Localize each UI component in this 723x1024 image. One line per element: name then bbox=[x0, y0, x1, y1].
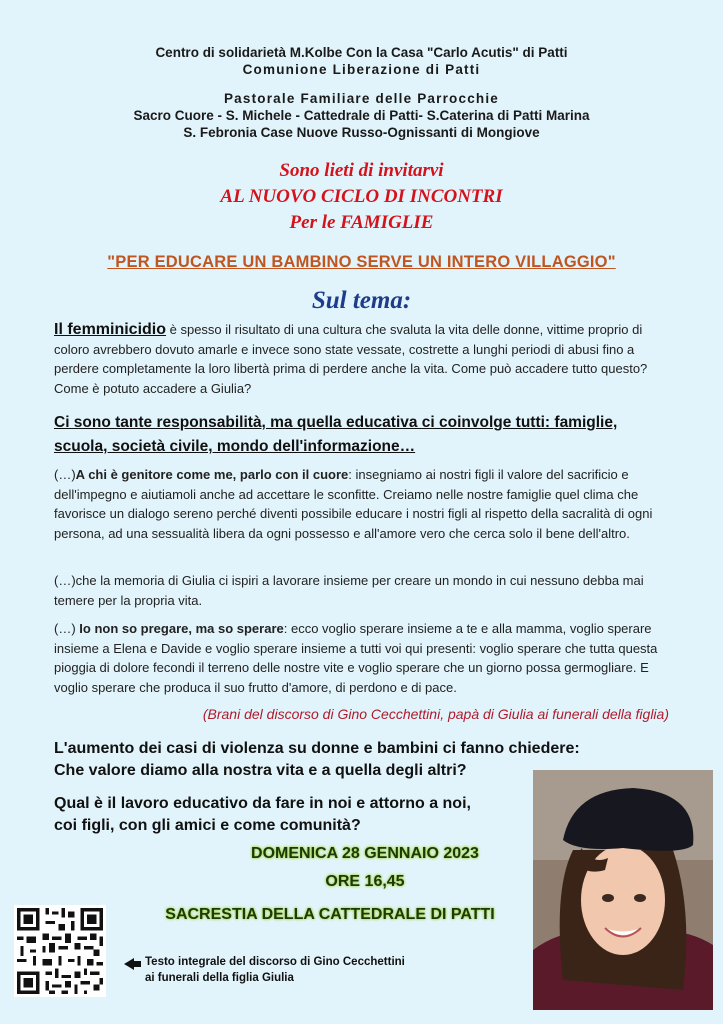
arrow-left-icon-tail bbox=[133, 961, 141, 967]
qr-code-icon[interactable] bbox=[14, 905, 106, 997]
qr-caption-line-1: Testo integrale del discorso di Gino Cecchettini bbox=[145, 956, 405, 968]
invitation-line-2: AL NUOVO CICLO DI INCONTRI bbox=[220, 186, 503, 207]
paragraph-bold: A chi è genitore come me, parlo con il cuore bbox=[75, 467, 349, 482]
paragraph-memory: (…)che la memoria di Giulia ci ispiri a lavorare insieme per creare un mondo in cui nessuno debba mai temere per la propria vita. bbox=[54, 573, 644, 608]
paragraph-bold: Io non so pregare, ma so sperare bbox=[79, 621, 284, 636]
parishes-header bbox=[0, 90, 723, 141]
event-place: SACRESTIA DELLA CATTEDRALE DI PATTI bbox=[165, 906, 495, 923]
paragraph-responsibility: Ci sono tante responsabilità, ma quella educativa ci coinvolge tutti: famiglie, scuola, società civile, mondo dell'informazione… bbox=[54, 414, 618, 455]
parish-line-3: S. Febronia Case Nuove Russo-Ognissanti di Mongiove bbox=[183, 125, 540, 140]
paragraph-femminicidio bbox=[54, 320, 674, 398]
paragraph-text: : insegniamo ai nostri figli il valore del sacrificio e dell'impegno e aiutiamoli anche ad accettare le sconfitte. Creiamo nelle nostre famiglie quel clima che favorisce un dialogo sereno perché diventi possibile educare i nostri figli al rispetto della sacralità di ogni persona, ad una sessualità libera da ogni possesso e all'amore vero che cerca solo il bene dell'altro. bbox=[54, 467, 653, 541]
qr-caption bbox=[145, 954, 405, 986]
portrait-photo bbox=[533, 770, 713, 1010]
paragraph-parents bbox=[54, 465, 674, 543]
parish-line-1: Pastorale Familiare delle Parrocchie bbox=[223, 91, 500, 106]
question-2-line-2: coi figli, con gli amici e come comunità? bbox=[54, 817, 361, 834]
organizers-header bbox=[0, 44, 723, 78]
paragraph-text: è spesso il risultato di una cultura che svaluta la vita delle donne, vittime proprio di coloro avrebbero dovuto amarle e invece sono state vessate, costrette a lunghi periodi di abusi fino a perdere completamente la loro libertà prima di perdere anche la vita. Come può accadere tutto questo? Come è potuto accadere a Giulia? bbox=[54, 322, 648, 396]
event-time: ORE 16,45 bbox=[325, 873, 405, 890]
question-2-line-1: Qual è il lavoro educativo da fare in noi e attorno a noi, bbox=[54, 795, 471, 812]
motto: "PER EDUCARE UN BAMBINO SERVE UN INTERO VILLAGGIO" bbox=[107, 253, 616, 271]
parish-line-2: Sacro Cuore - S. Michele - Cattedrale di Patti- S.Caterina di Patti Marina bbox=[133, 108, 590, 123]
invitation-line-1: Sono lieti di invitarvi bbox=[279, 160, 444, 181]
event-date: DOMENICA 28 GENNAIO 2023 bbox=[251, 845, 479, 862]
invitation-line-3: Per le FAMIGLIE bbox=[289, 212, 434, 233]
paragraph-text: : ecco voglio sperare insieme a te e alla mamma, voglio sperare insieme a Elena e Davide e voglio sperare insieme a tutti voi qui presenti: voglio sperare che tutta questa pioggia di dolore fecondi il terreno delle nostre vite e voglio sperare che un giorno possa germogliare. E voglio sperare che produca il suo frutto d'amore, di perdono e di pace. bbox=[54, 621, 658, 695]
question-1-line-2: Che valore diamo alla nostra vita e a quella degli altri? bbox=[54, 762, 467, 779]
organizer-line-1: Centro di solidarietà M.Kolbe Con la Casa "Carlo Acutis" di Patti bbox=[155, 45, 568, 60]
theme-label: Sul tema: bbox=[311, 287, 412, 314]
ellipsis: (…) bbox=[54, 621, 80, 636]
paragraph-hope bbox=[54, 619, 674, 697]
qr-caption-line-2: ai funerali della figlia Giulia bbox=[145, 972, 294, 984]
ellipsis: (…) bbox=[54, 467, 76, 482]
organizer-line-2: Comunione Liberazione di Patti bbox=[242, 62, 481, 77]
paragraph-lead: Il femminicidio bbox=[54, 321, 167, 338]
invitation bbox=[0, 158, 723, 236]
question-1-line-1: L'aumento dei casi di violenza su donne e bambini ci fanno chiedere: bbox=[54, 740, 580, 757]
quote-source: (Brani del discorso di Gino Cecchettini, papà di Giulia ai funerali della figlia) bbox=[202, 706, 669, 722]
